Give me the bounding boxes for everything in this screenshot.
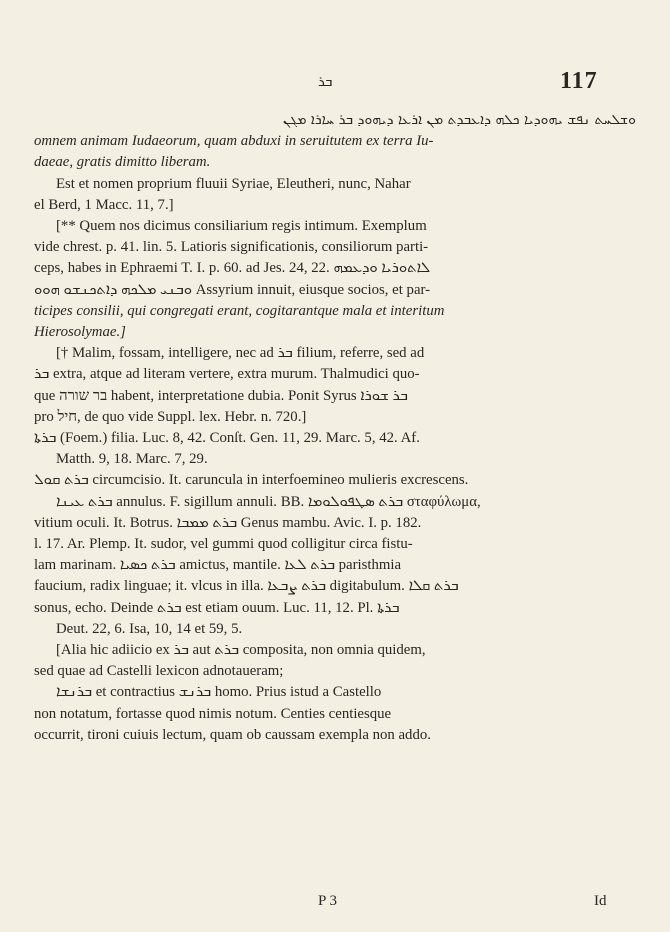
text-line: daeae, gratis dimitto liberam.	[34, 154, 211, 171]
text-line: omnem animam Iudaeorum, quam abduxi in seruitutem ex terra Iu-	[34, 133, 434, 150]
text-line: Deut. 22, 6. Isa, 10, 14 et 59, 5.	[56, 620, 243, 637]
text-line: lam marinam. ܒܪܬ ܟܣܝܐ amictus, mantile. ܒܪܬ ܠܥܐ paristhmia	[34, 557, 402, 574]
text-line: [Alia hic adiicio ex ܒܪ aut ܒܪܬ composita, non omnia quidem,	[56, 642, 426, 659]
text-line: sonus, echo. Deinde ܒܪܬ est etiam ouum. Luc. 11, 12. Pl. ܒܪܬܐ	[34, 599, 400, 616]
text-line: vitium oculi. It. Botrus. ܒܪܬ ܡܡܒܐ Genus mambu. Avic. I. p. 182.	[34, 514, 422, 531]
text-line: l. 17. Ar. Plemp. It. sudor, vel gummi quod colligitur circa fistu-	[34, 536, 413, 553]
page-body	[34, 110, 636, 746]
text-line: vide chrest. p. 41. lin. 5. Latioris significationis, consiliorum parti-	[34, 239, 429, 256]
text-line: non notatum, fortasse quod nimis notum. Centies centiesque	[34, 705, 392, 722]
running-header	[0, 68, 670, 104]
text-line: occurrit, tironi cuiuis lectum, quam ob caussam exempla non addo.	[34, 726, 431, 743]
text-line: ܘܫܠܚܬ ܢܦܫ ܝܗܘܕܝܐ ܟܠܗ ܕܐܥܒܕܬ ܡܢ ܐܪܥܐ ܕܝܗܘܕ ܒܪ ܚܐܪܐ ܡܓܢ	[282, 112, 636, 128]
text-line: Matth. 9, 18. Marc. 7, 29.	[56, 451, 208, 468]
text-line: ܒܪܬ ܥܝܢܐ annulus. F. sigillum annuli. BB. ܒܪܬ ܣܛܦܘܠܘܡܐ σταφύλωμα,	[56, 493, 481, 510]
text-line: sed quae ad Castelli lexicon adnotaueram;	[34, 663, 284, 680]
text-line: ܒܪܬܐ (Foem.) filia. Luc. 8, 42. Conſt. Gen. 11, 29. Marc. 5, 42. Af.	[34, 430, 420, 447]
text-line: pro חיל, de quo vide Suppl. lex. Hebr. n. 720.]	[34, 408, 307, 425]
text-line: ܒܪ extra, atque ad literam vertere, extra murum. Thalmudici quo-	[34, 366, 420, 383]
text-line: [** Quem nos dicimus consiliarium regis intimum. Exemplum	[56, 218, 427, 235]
text-line: [† Malim, fossam, intelligere, nec ad ܒܪ filium, referre, sed ad	[56, 345, 425, 362]
running-head-syriac: ܒܪ	[318, 74, 333, 90]
catchword: Id	[594, 893, 607, 909]
text-line: Est et nomen proprium fluuii Syriae, Eleutheri, nunc, Nahar	[56, 175, 411, 192]
text-line: ܘܒܢܝ ܡܠܟܗ ܕܐܬܟܢܫܘ ܗܘܘ Assyrium innuit, eiusque socios, et par-	[34, 281, 431, 298]
text-line: ticipes consilii, qui congregati erant, cogitarantque mala et interitum	[34, 302, 445, 319]
text-line: ceps, habes in Ephraemi T. I. p. 60. ad Jes. 24, 22. ܠܐܬܘܪܝܐ ܘܕܥܡܗ	[34, 260, 431, 277]
text-line: faucium, radix linguae; it. vlcus in illa. ܒܪܬ ܨܒܥܐ digitabulum. ܒܪܬ ܩܠܐ	[34, 578, 459, 595]
text-line: ܒܪܬ ܩܘܠ circumcisio. It. caruncula in interfoemineo mulieris excrescens.	[34, 472, 469, 489]
signature-line	[0, 893, 670, 917]
text-line: ܒܪܢܫܐ et contractius ܒܪܢܫ homo. Prius istud a Castello	[56, 684, 382, 701]
text-line: el Berd, 1 Macc. 11, 7.]	[34, 196, 174, 213]
page-number: 117	[560, 68, 598, 94]
signature-mark: P 3	[318, 893, 338, 909]
text-line: que בר שורה habent, interpretatione dubia. Ponit Syrus ܒܪ ܫܘܪܐ	[34, 387, 408, 404]
text-line: Hierosolymae.]	[34, 324, 126, 341]
